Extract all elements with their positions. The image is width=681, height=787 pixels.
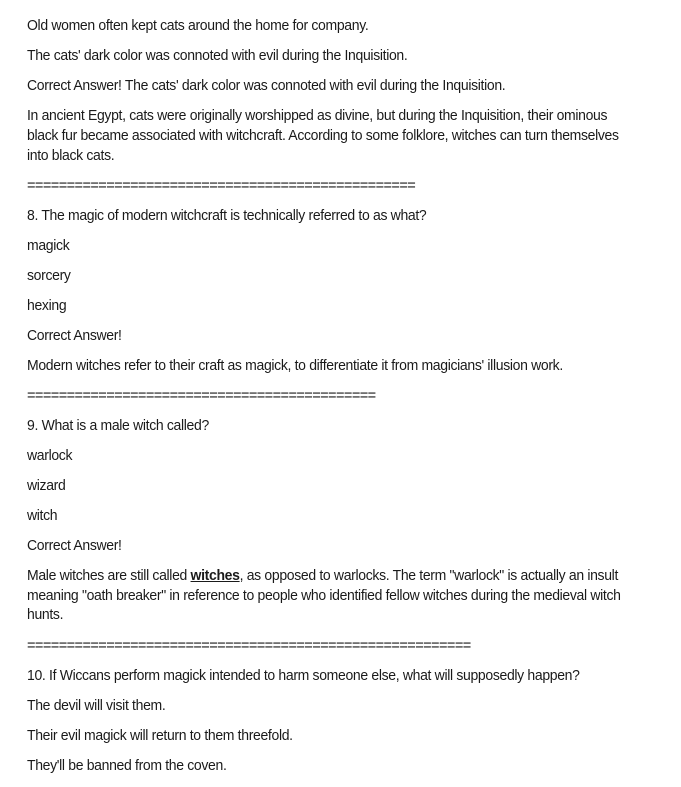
text-line: Old women often kept cats around the home for company. bbox=[27, 18, 369, 34]
text-line: Their evil magick will return to them threefold. bbox=[27, 727, 293, 744]
text-line: 10. If Wiccans perform magick intended to harm someone else, what will supposedly happen? bbox=[27, 667, 580, 684]
text-line: Correct Answer! The cats' dark color was connoted with evil during the Inquisition. bbox=[27, 78, 506, 94]
text-line: witch bbox=[27, 507, 58, 524]
text-line: The cats' dark color was connoted with evil during the Inquisition. bbox=[27, 48, 408, 64]
text-line: sorcery bbox=[27, 267, 71, 284]
text-line: hexing bbox=[27, 297, 67, 314]
text-line: Correct Answer! bbox=[27, 327, 122, 344]
separator-line: ============================================ bbox=[27, 387, 376, 404]
separator-line: ================================================= bbox=[27, 177, 416, 194]
text-line: The devil will visit them. bbox=[27, 697, 166, 714]
text-line: wizard bbox=[27, 477, 66, 494]
text-line: They'll be banned from the coven. bbox=[27, 757, 227, 774]
explanation-paragraph bbox=[27, 567, 625, 626]
text-line: warlock bbox=[27, 447, 73, 464]
separator-line: ======================================================== bbox=[27, 637, 471, 654]
text-line: magick bbox=[27, 237, 70, 254]
text-line: 8. The magic of modern witchcraft is technically referred to as what? bbox=[27, 207, 427, 224]
document-body bbox=[27, 17, 647, 787]
witches-link[interactable]: witches bbox=[190, 567, 240, 584]
text-line: Correct Answer! bbox=[27, 537, 122, 554]
text-line: Modern witches refer to their craft as magick, to differentiate it from magicians' illusion work. bbox=[27, 357, 563, 374]
explanation-text-start: Male witches are still called bbox=[27, 567, 191, 584]
explanation-text-end: , as opposed to warlocks. The term "warlock" is actually an insult meaning "oath breaker" in reference to people who identified fellow witches during the medieval witch hunts. bbox=[27, 567, 625, 624]
text-line: 9. What is a male witch called? bbox=[27, 417, 209, 434]
text-line: In ancient Egypt, cats were originally worshipped as divine, but during the Inquisition, their ominous black fur became associated with witchcraft. According to some folklore, witches can turn themselves into black cats. bbox=[27, 108, 623, 164]
